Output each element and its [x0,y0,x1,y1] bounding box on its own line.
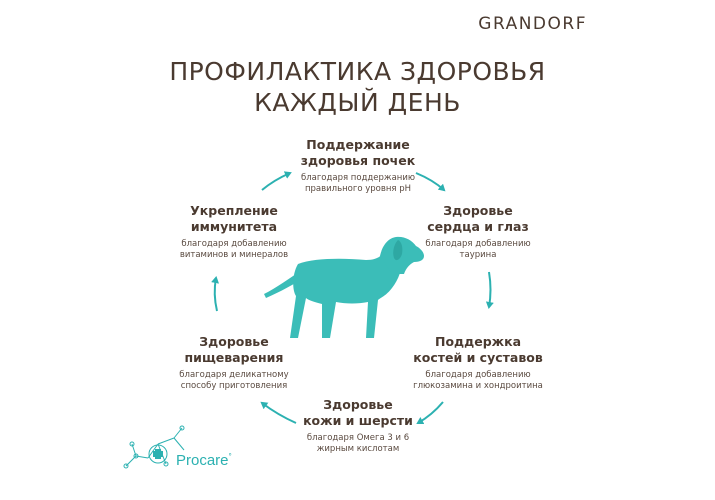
benefit-kidneys-title-1: Поддержание [306,137,410,152]
benefit-digestion-desc [144,370,324,392]
arrow-heart-to-joints [489,272,491,307]
benefit-heart-title-2: сердца и глаз [427,219,529,234]
benefit-immunity-desc-1: благодаря добавлению [181,239,287,249]
procare-logo-text [176,452,232,469]
benefit-immunity-title-1: Укрепление [190,203,278,218]
benefit-kidneys-desc-1: благодаря поддержанию [300,173,416,183]
benefit-skin-desc [268,433,448,455]
benefit-immunity-desc-2: витаминов и минералов [179,250,289,260]
benefit-joints-desc-2: глюкозамина и хондроитина [413,381,543,391]
benefit-skin-desc-1: благодаря Омега 3 и 6 [306,433,410,443]
benefit-digestion-desc-1: благодаря деликатному [179,370,289,380]
benefit-skin-title-2: кожи и шерсти [303,413,413,428]
page-title [0,56,715,118]
benefit-joints-title-2: костей и суставов [413,350,543,365]
benefit-skin-title [268,397,448,429]
benefit-joints-title-1: Поддержка [434,334,522,349]
benefit-heart-desc-2: таурина [459,250,497,260]
benefit-digestion-title-2: пищеварения [184,350,284,365]
page-title-line-2: КАЖДЫЙ ДЕНЬ [254,88,461,117]
benefit-immunity-title-2: иммунитета [190,219,278,234]
procare-logo-label: Procare [176,452,229,469]
benefit-kidneys-title-2: здоровья почек [300,153,416,168]
benefit-immunity-title [144,203,324,235]
benefit-skin-title-1: Здоровье [323,397,393,412]
benefit-heart-title [388,203,568,235]
brand-logo: GRANDORF [478,14,587,34]
dog-silhouette-icon [262,234,426,344]
benefit-digestion-desc-2: способу приготовления [180,381,288,391]
benefit-kidneys [268,137,448,195]
benefit-joints-desc [388,370,568,392]
benefit-kidneys-desc-2: правильного уровня pH [304,184,412,194]
benefit-joints-desc-1: благодаря добавлению [425,370,531,380]
benefit-digestion-title-1: Здоровье [199,334,269,349]
procare-degree-mark: ° [228,452,232,461]
benefit-heart-desc-1: благодаря добавлению [425,239,531,249]
benefit-kidneys-title [268,137,448,169]
benefit-heart-title-1: Здоровье [443,203,513,218]
page-title-line-1: ПРОФИЛАКТИКА ЗДОРОВЬЯ [169,57,546,86]
benefit-kidneys-desc [268,173,448,195]
benefit-skin-coat [268,397,448,455]
benefit-skin-desc-2: жирным кислотам [316,444,400,454]
arrow-digestion-to-immunity [215,278,217,311]
